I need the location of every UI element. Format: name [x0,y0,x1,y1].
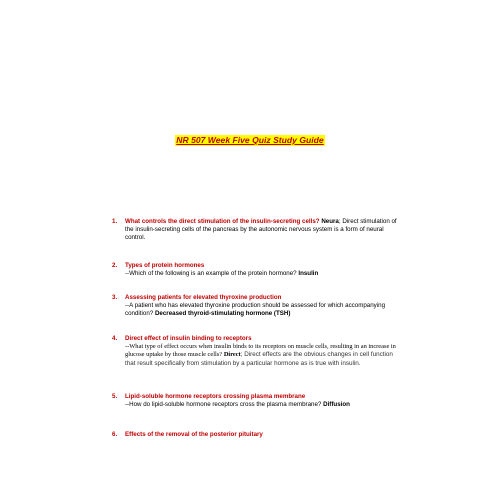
item-number: 1. [112,218,118,225]
item-prompt: --A patient who has elevated thyroxine production should be assessed for which accompanying condition? [125,302,386,318]
item-prompt: --What type of effect occurs when insulin binds to its receptors on muscle cells, resulting in an increase in glucose uptake by those muscle cells? [125,343,396,359]
item-prompt: --How do lipid-soluble hormone receptors cross the plasma membrane? [125,401,322,409]
item-number: 6. [112,431,118,438]
item-explanation: ; Direct effects are the obvious changes in cell function that result specifically from stimulation by a particular hormone as is true with insulin. [125,351,393,367]
item-number: 5. [112,393,118,400]
page-title: NR 507 Week Five Quiz Study Guide [176,135,324,145]
item-number: 2. [112,262,118,269]
item-body [125,343,402,368]
item-body [125,401,402,409]
item-heading: Types of protein hormones [125,262,205,269]
item-answer: Insulin [298,270,319,278]
item-answer: Direct [223,351,241,359]
item-question: What controls the direct stimulation of the insulin-secreting cells? [125,218,320,225]
item-prompt: --Which of the following is an example of the protein hormone? [125,270,297,278]
list-item-4 [112,335,402,368]
item-heading: Direct effect of insulin binding to receptors [125,335,252,342]
item-heading: Lipid-soluble hormone receptors crossing plasma membrane [125,393,306,400]
list-item-2 [112,262,402,278]
item-number: 4. [112,335,118,342]
item-body [125,218,402,243]
item-explanation: ; Direct stimulation of the insulin-secreting cells of the pancreas by the autonomic nervous system is a form of neural control. [125,218,397,242]
list-item-5 [112,393,402,409]
item-heading: Effects of the removal of the posterior pituitary [125,431,263,438]
list-item-1 [112,218,402,243]
title-wrap [0,130,500,148]
item-answer: Decreased thyroid-stimulating hormone (TSH) [154,310,291,318]
item-body [125,302,402,318]
item-answer: Neura [321,218,339,225]
item-heading: Assessing patients for elevated thyroxine production [125,294,282,301]
list-item-6 [112,431,402,439]
item-answer: Diffusion [323,401,350,409]
item-number: 3. [112,294,118,301]
list-item-3 [112,294,402,319]
item-body [125,270,402,278]
